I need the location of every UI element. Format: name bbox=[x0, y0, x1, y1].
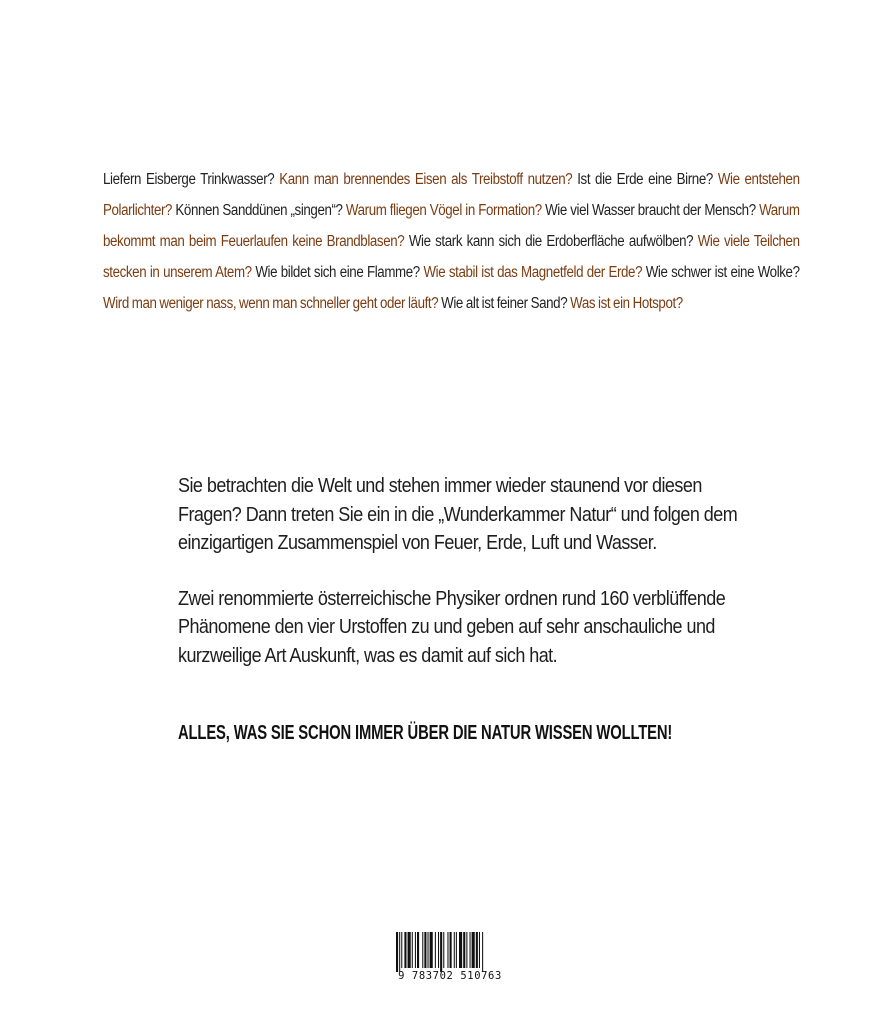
question-item: Liefern Eisberge Trinkwasser? bbox=[103, 171, 275, 188]
barcode-bar bbox=[479, 932, 480, 968]
barcode-bar bbox=[456, 932, 457, 968]
barcode-bar bbox=[472, 932, 475, 968]
barcode-bar bbox=[404, 932, 406, 968]
barcode-bar bbox=[450, 932, 452, 968]
question-item: Was ist ein Hotspot? bbox=[570, 295, 683, 312]
barcode-bar bbox=[447, 932, 448, 968]
barcode-bars-icon bbox=[392, 932, 508, 972]
barcode-bar bbox=[430, 932, 433, 968]
question-item: Wie stark kann sich die Erdoberfläche aufwölben? bbox=[408, 233, 694, 250]
barcode-bar bbox=[466, 932, 467, 968]
barcode bbox=[392, 932, 508, 986]
intro-paragraph-1: Sie betrachten die Welt und stehen immer wieder staunend vor diesen Fragen? Dann treten Sie ein in die „Wunderkammer Natur“ und folgen dem einzigartigen Zusammenspiel von Feuer, Erde, Luft und Wasser. bbox=[178, 475, 738, 554]
barcode-bar bbox=[482, 932, 483, 972]
barcode-bar bbox=[424, 932, 426, 968]
barcode-bar bbox=[470, 932, 471, 968]
question-item: Kann man brennendes Eisen als Treibstoff nutzen? bbox=[279, 171, 573, 188]
question-item: Wie entstehen Polarlichter? bbox=[103, 171, 800, 219]
tagline: ALLES, WAS SIE SCHON IMMER ÜBER DIE NATUR WISSEN WOLLTEN! bbox=[178, 722, 673, 744]
question-item: Wird man weniger nass, wenn man schneller geht oder läuft? bbox=[103, 295, 439, 312]
barcode-bar bbox=[396, 932, 398, 972]
barcode-bar bbox=[443, 932, 444, 968]
barcode-bar bbox=[412, 932, 413, 968]
question-item: Ist die Erde eine Birne? bbox=[577, 171, 713, 188]
question-item: Wie bildet sich eine Flamme? bbox=[255, 264, 420, 281]
barcode-bar bbox=[422, 932, 423, 968]
barcode-bar bbox=[415, 932, 416, 968]
intro-text bbox=[178, 472, 754, 697]
barcode-bar bbox=[401, 932, 402, 968]
barcode-bar bbox=[440, 932, 442, 972]
intro-paragraph-2: Zwei renommierte österreichische Physiker ordnen rund 160 verblüffende Phänomene den vier Urstoffen zu und geben auf sehr anschauliche und kurzweilige Art Auskunft, was es damit auf sich hat. bbox=[178, 587, 726, 667]
isbn-digits: 9 783702 510763 bbox=[398, 970, 502, 982]
barcode-bar bbox=[438, 932, 439, 968]
question-item: Wie viele Teilchen stecken in unserem Atem? bbox=[103, 233, 800, 281]
question-item: Warum fliegen Vögel in Formation? bbox=[345, 202, 542, 219]
question-item: Warum bekommt man beim Feuerlaufen keine Brandblasen? bbox=[103, 202, 800, 250]
barcode-bar bbox=[417, 932, 419, 968]
barcode-bar bbox=[476, 932, 478, 968]
barcode-bar bbox=[459, 932, 462, 968]
question-item: Wie viel Wasser braucht der Mensch? bbox=[545, 202, 756, 219]
barcode-bar bbox=[435, 932, 436, 968]
question-item: Wie stabil ist das Magnetfeld der Erde? bbox=[423, 264, 643, 281]
barcode-bar bbox=[408, 932, 411, 968]
barcode-bar bbox=[428, 932, 429, 968]
question-list bbox=[103, 164, 800, 319]
barcode-bar bbox=[399, 932, 400, 972]
barcode-bar bbox=[463, 932, 465, 968]
barcode-bar bbox=[454, 932, 455, 968]
question-item: Wie alt ist feiner Sand? bbox=[441, 295, 568, 312]
question-item: Können Sanddünen „singen“? bbox=[175, 202, 343, 219]
question-item: Wie schwer ist eine Wolke? bbox=[645, 264, 800, 281]
